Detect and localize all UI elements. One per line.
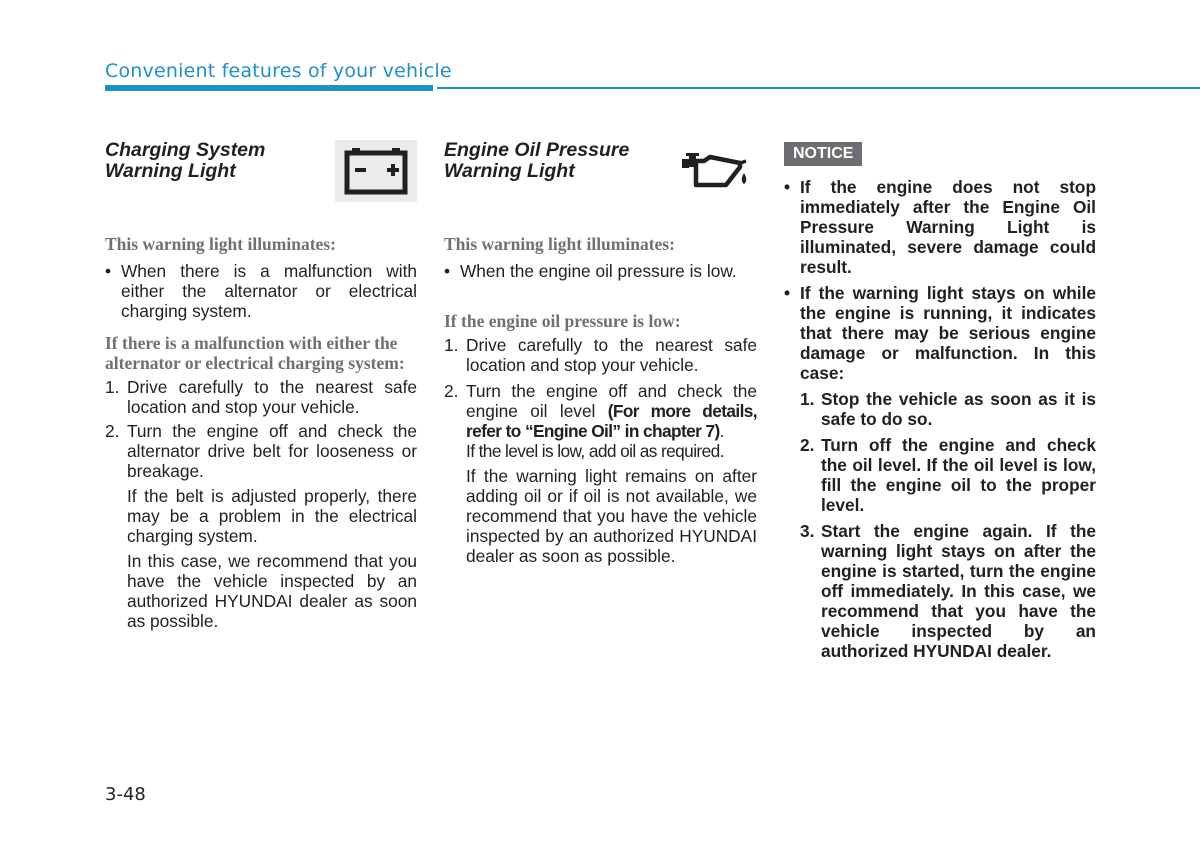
charging-step2: Turn the engine off and check the alternator drive belt for looseness or breakage. — [127, 421, 417, 481]
charging-illuminates-heading: This warning light illuminates: — [105, 234, 336, 254]
list-item — [800, 435, 1096, 515]
oil-step1: Drive carefully to the nearest safe location and stop your vehicle. — [466, 335, 757, 375]
charging-illuminates-bullet: When there is a malfunction with either the alternator or electrical charging system. — [121, 261, 417, 321]
list-item — [105, 261, 417, 321]
oil-step2-end: . — [719, 421, 725, 441]
charging-step2-para1: If the belt is adjusted properly, there may be a problem in the electrical charging system. — [127, 486, 417, 546]
list-item — [105, 377, 417, 417]
bullet-marker: • — [444, 261, 451, 281]
notice-step3: Start the engine again. If the warning light stays on after the engine is started, turn the engine off immediately. In this case, we recommend that you have the vehicle inspected by an authorized HYUNDAI dealer. — [821, 521, 1096, 661]
oil-can-icon — [674, 141, 754, 201]
notice-bullet2: If the warning light stays on while the engine is running, it indicates that there may be serious engine damage or malfunction. In this case: — [800, 283, 1096, 383]
oil-low-heading: If the engine oil pressure is low: — [444, 311, 681, 331]
list-item — [444, 261, 757, 281]
step-number: 1. — [444, 335, 459, 355]
list-item — [800, 389, 1096, 429]
step-number: 3. — [800, 521, 815, 541]
bullet-marker: • — [105, 261, 112, 281]
charging-header — [105, 140, 417, 210]
oil-step2-para1: If the level is low, add oil as required. — [466, 441, 724, 461]
notice-badge: NOTICE — [784, 142, 862, 166]
notice-step2: Turn off the engine and check the oil level. If the oil level is low, fill the engine oil to the proper level. — [821, 435, 1096, 515]
header-title: Convenient features of your vehicle — [105, 60, 452, 82]
oil-title-line2: Warning Light — [444, 160, 575, 182]
step-number: 1. — [800, 389, 815, 409]
step-number: 2. — [105, 421, 120, 441]
bullet-marker: • — [784, 283, 791, 303]
list-item — [444, 381, 757, 441]
notice-section — [784, 140, 1096, 661]
oil-step2-reference: (For more details, refer to “Engine Oil” in chapter 7) — [466, 401, 757, 441]
list-item — [784, 177, 1096, 277]
oil-header — [444, 140, 757, 210]
header-rule — [437, 87, 1200, 89]
charging-title-line2: Warning Light — [105, 160, 236, 182]
oil-step2 — [466, 381, 757, 441]
oil-pressure-section — [444, 140, 757, 566]
oil-illuminates-heading: This warning light illuminates: — [444, 234, 675, 254]
list-item — [784, 283, 1096, 383]
header-accent-bar — [105, 85, 433, 91]
page-number: 3-48 — [105, 784, 146, 805]
bullet-marker: • — [784, 177, 791, 197]
notice-step1: Stop the vehicle as soon as it is safe to do so. — [821, 389, 1096, 429]
step-number: 2. — [444, 381, 459, 401]
charging-step2-para2: In this case, we recommend that you have the vehicle inspected by an authorized HYUNDAI dealer as soon as possible. — [127, 551, 417, 631]
list-item — [105, 421, 417, 481]
oil-illuminates-bullet: When the engine oil pressure is low. — [460, 261, 737, 281]
step-number: 1. — [105, 377, 120, 397]
step-number: 2. — [800, 435, 815, 455]
charging-step1: Drive carefully to the nearest safe location and stop your vehicle. — [127, 377, 417, 417]
battery-icon — [335, 140, 417, 202]
list-item — [444, 335, 757, 375]
list-item — [800, 521, 1096, 661]
oil-step2-text: Turn the engine off and check the engine oil level — [466, 381, 757, 421]
oil-step2-para2: If the warning light remains on after adding oil or if oil is not available, we recommend that you have the vehicle inspected by an authorized HYUNDAI dealer as soon as possible. — [466, 466, 757, 566]
charging-title-line1: Charging System — [105, 139, 266, 161]
notice-bullet1: If the engine does not stop immediately after the Engine Oil Pressure Warning Light is illuminated, severe damage could result. — [800, 177, 1096, 277]
charging-section — [105, 140, 417, 631]
charging-malfunction-heading: If there is a malfunction with either the alternator or electrical charging system: — [105, 333, 405, 373]
oil-title-line1: Engine Oil Pressure — [444, 139, 630, 161]
